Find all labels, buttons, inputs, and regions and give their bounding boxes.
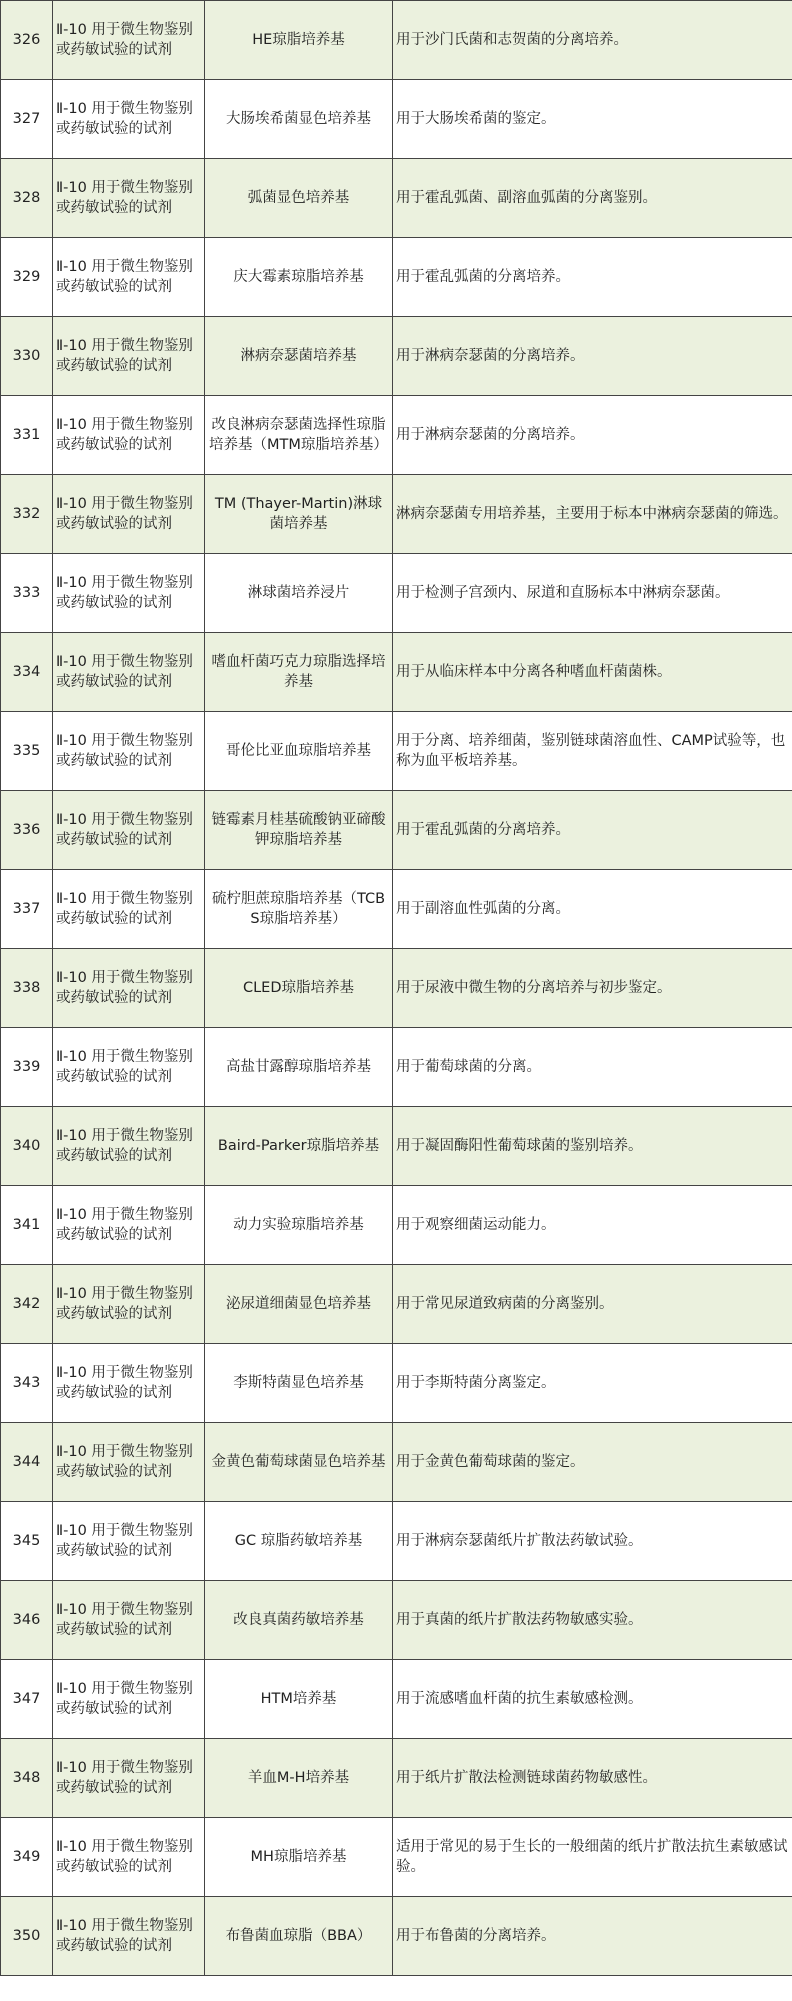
- table-row: [1, 317, 792, 396]
- intended-use-cell: 淋病奈瑟菌专用培养基，主要用于标本中淋病奈瑟菌的筛选。: [393, 475, 792, 554]
- table-row: [1, 1739, 792, 1818]
- reagent-name-cell: 链霉素月桂基硫酸钠亚碲酸钾琼脂培养基: [205, 791, 393, 870]
- intended-use-cell: 用于分离、培养细菌，鉴别链球菌溶血性、CAMP试验等，也称为血平板培养基。: [393, 712, 792, 791]
- category-cell: Ⅱ-10 用于微生物鉴别或药敏试验的试剂: [53, 1265, 205, 1344]
- row-number-cell: 349: [1, 1818, 53, 1897]
- table-row: [1, 396, 792, 475]
- table-row: [1, 949, 792, 1028]
- row-number-cell: 332: [1, 475, 53, 554]
- row-number-cell: 340: [1, 1107, 53, 1186]
- reagent-name-cell: TM (Thayer-Martin)淋球菌培养基: [205, 475, 393, 554]
- category-cell: Ⅱ-10 用于微生物鉴别或药敏试验的试剂: [53, 1107, 205, 1186]
- reagent-name-cell: 淋病奈瑟菌培养基: [205, 317, 393, 396]
- row-number-cell: 348: [1, 1739, 53, 1818]
- category-cell: Ⅱ-10 用于微生物鉴别或药敏试验的试剂: [53, 396, 205, 475]
- reagent-name-cell: 布鲁菌血琼脂（BBA）: [205, 1897, 393, 1976]
- reagent-name-cell: HE琼脂培养基: [205, 1, 393, 80]
- reagent-name-cell: HTM培养基: [205, 1660, 393, 1739]
- category-cell: Ⅱ-10 用于微生物鉴别或药敏试验的试剂: [53, 159, 205, 238]
- reagent-table-body: [1, 1, 792, 1976]
- intended-use-cell: 用于常见尿道致病菌的分离鉴别。: [393, 1265, 792, 1344]
- table-row: [1, 475, 792, 554]
- reagent-name-cell: 改良淋病奈瑟菌选择性琼脂培养基（MTM琼脂培养基）: [205, 396, 393, 475]
- row-number-cell: 326: [1, 1, 53, 80]
- table-row: [1, 238, 792, 317]
- table-row: [1, 159, 792, 238]
- row-number-cell: 333: [1, 554, 53, 633]
- intended-use-cell: 用于霍乱弧菌、副溶血弧菌的分离鉴别。: [393, 159, 792, 238]
- intended-use-cell: 用于沙门氏菌和志贺菌的分离培养。: [393, 1, 792, 80]
- category-cell: Ⅱ-10 用于微生物鉴别或药敏试验的试剂: [53, 791, 205, 870]
- intended-use-cell: 用于葡萄球菌的分离。: [393, 1028, 792, 1107]
- reagent-name-cell: 庆大霉素琼脂培养基: [205, 238, 393, 317]
- table-row: [1, 1897, 792, 1976]
- table-row: [1, 1660, 792, 1739]
- row-number-cell: 342: [1, 1265, 53, 1344]
- intended-use-cell: 用于真菌的纸片扩散法药物敏感实验。: [393, 1581, 792, 1660]
- reagent-name-cell: CLED琼脂培养基: [205, 949, 393, 1028]
- row-number-cell: 336: [1, 791, 53, 870]
- category-cell: Ⅱ-10 用于微生物鉴别或药敏试验的试剂: [53, 633, 205, 712]
- reagent-name-cell: 弧菌显色培养基: [205, 159, 393, 238]
- category-cell: Ⅱ-10 用于微生物鉴别或药敏试验的试剂: [53, 1581, 205, 1660]
- table-row: [1, 1265, 792, 1344]
- row-number-cell: 327: [1, 80, 53, 159]
- intended-use-cell: 用于霍乱弧菌的分离培养。: [393, 238, 792, 317]
- table-row: [1, 554, 792, 633]
- category-cell: Ⅱ-10 用于微生物鉴别或药敏试验的试剂: [53, 238, 205, 317]
- row-number-cell: 350: [1, 1897, 53, 1976]
- row-number-cell: 338: [1, 949, 53, 1028]
- category-cell: Ⅱ-10 用于微生物鉴别或药敏试验的试剂: [53, 1186, 205, 1265]
- row-number-cell: 334: [1, 633, 53, 712]
- category-cell: Ⅱ-10 用于微生物鉴别或药敏试验的试剂: [53, 317, 205, 396]
- reagent-name-cell: 泌尿道细菌显色培养基: [205, 1265, 393, 1344]
- intended-use-cell: 用于从临床样本中分离各种嗜血杆菌菌株。: [393, 633, 792, 712]
- category-cell: Ⅱ-10 用于微生物鉴别或药敏试验的试剂: [53, 1502, 205, 1581]
- category-cell: Ⅱ-10 用于微生物鉴别或药敏试验的试剂: [53, 1, 205, 80]
- intended-use-cell: 用于纸片扩散法检测链球菌药物敏感性。: [393, 1739, 792, 1818]
- row-number-cell: 339: [1, 1028, 53, 1107]
- intended-use-cell: 用于淋病奈瑟菌的分离培养。: [393, 396, 792, 475]
- reagent-name-cell: 李斯特菌显色培养基: [205, 1344, 393, 1423]
- category-cell: Ⅱ-10 用于微生物鉴别或药敏试验的试剂: [53, 1344, 205, 1423]
- table-row: [1, 791, 792, 870]
- reagent-name-cell: 金黄色葡萄球菌显色培养基: [205, 1423, 393, 1502]
- intended-use-cell: 用于检测子宫颈内、尿道和直肠标本中淋病奈瑟菌。: [393, 554, 792, 633]
- reagent-name-cell: 嗜血杆菌巧克力琼脂选择培养基: [205, 633, 393, 712]
- category-cell: Ⅱ-10 用于微生物鉴别或药敏试验的试剂: [53, 1818, 205, 1897]
- table-row: [1, 80, 792, 159]
- category-cell: Ⅱ-10 用于微生物鉴别或药敏试验的试剂: [53, 1739, 205, 1818]
- table-row: [1, 1107, 792, 1186]
- row-number-cell: 343: [1, 1344, 53, 1423]
- reagent-name-cell: 硫柠胆蔗琼脂培养基（TCBS琼脂培养基）: [205, 870, 393, 949]
- intended-use-cell: 用于大肠埃希菌的鉴定。: [393, 80, 792, 159]
- reagent-name-cell: 淋球菌培养浸片: [205, 554, 393, 633]
- reagent-name-cell: 羊血M-H培养基: [205, 1739, 393, 1818]
- intended-use-cell: 用于霍乱弧菌的分离培养。: [393, 791, 792, 870]
- table-row: [1, 1028, 792, 1107]
- table-row: [1, 712, 792, 791]
- category-cell: Ⅱ-10 用于微生物鉴别或药敏试验的试剂: [53, 80, 205, 159]
- row-number-cell: 329: [1, 238, 53, 317]
- intended-use-cell: 用于副溶血性弧菌的分离。: [393, 870, 792, 949]
- row-number-cell: 331: [1, 396, 53, 475]
- category-cell: Ⅱ-10 用于微生物鉴别或药敏试验的试剂: [53, 1897, 205, 1976]
- reagent-name-cell: 改良真菌药敏培养基: [205, 1581, 393, 1660]
- row-number-cell: 346: [1, 1581, 53, 1660]
- intended-use-cell: 用于金黄色葡萄球菌的鉴定。: [393, 1423, 792, 1502]
- table-row: [1, 633, 792, 712]
- reagent-name-cell: 动力实验琼脂培养基: [205, 1186, 393, 1265]
- category-cell: Ⅱ-10 用于微生物鉴别或药敏试验的试剂: [53, 475, 205, 554]
- intended-use-cell: 用于尿液中微生物的分离培养与初步鉴定。: [393, 949, 792, 1028]
- table-row: [1, 1186, 792, 1265]
- row-number-cell: 330: [1, 317, 53, 396]
- row-number-cell: 344: [1, 1423, 53, 1502]
- intended-use-cell: 用于淋病奈瑟菌的分离培养。: [393, 317, 792, 396]
- category-cell: Ⅱ-10 用于微生物鉴别或药敏试验的试剂: [53, 554, 205, 633]
- row-number-cell: 337: [1, 870, 53, 949]
- category-cell: Ⅱ-10 用于微生物鉴别或药敏试验的试剂: [53, 949, 205, 1028]
- row-number-cell: 341: [1, 1186, 53, 1265]
- reagent-name-cell: GC 琼脂药敏培养基: [205, 1502, 393, 1581]
- category-cell: Ⅱ-10 用于微生物鉴别或药敏试验的试剂: [53, 1660, 205, 1739]
- row-number-cell: 328: [1, 159, 53, 238]
- table-row: [1, 1423, 792, 1502]
- table-row: [1, 870, 792, 949]
- reagent-name-cell: 哥伦比亚血琼脂培养基: [205, 712, 393, 791]
- table-row: [1, 1502, 792, 1581]
- intended-use-cell: 用于观察细菌运动能力。: [393, 1186, 792, 1265]
- intended-use-cell: 用于流感嗜血杆菌的抗生素敏感检测。: [393, 1660, 792, 1739]
- reagent-name-cell: 高盐甘露醇琼脂培养基: [205, 1028, 393, 1107]
- row-number-cell: 347: [1, 1660, 53, 1739]
- table-row: [1, 1581, 792, 1660]
- row-number-cell: 335: [1, 712, 53, 791]
- reagent-name-cell: MH琼脂培养基: [205, 1818, 393, 1897]
- category-cell: Ⅱ-10 用于微生物鉴别或药敏试验的试剂: [53, 1423, 205, 1502]
- table-row: [1, 1344, 792, 1423]
- intended-use-cell: 适用于常见的易于生长的一般细菌的纸片扩散法抗生素敏感试验。: [393, 1818, 792, 1897]
- reagent-name-cell: 大肠埃希菌显色培养基: [205, 80, 393, 159]
- category-cell: Ⅱ-10 用于微生物鉴别或药敏试验的试剂: [53, 1028, 205, 1107]
- intended-use-cell: 用于凝固酶阳性葡萄球菌的鉴别培养。: [393, 1107, 792, 1186]
- intended-use-cell: 用于布鲁菌的分离培养。: [393, 1897, 792, 1976]
- intended-use-cell: 用于李斯特菌分离鉴定。: [393, 1344, 792, 1423]
- category-cell: Ⅱ-10 用于微生物鉴别或药敏试验的试剂: [53, 870, 205, 949]
- category-cell: Ⅱ-10 用于微生物鉴别或药敏试验的试剂: [53, 712, 205, 791]
- intended-use-cell: 用于淋病奈瑟菌纸片扩散法药敏试验。: [393, 1502, 792, 1581]
- table-row: [1, 1818, 792, 1897]
- reagent-name-cell: Baird-Parker琼脂培养基: [205, 1107, 393, 1186]
- table-row: [1, 1, 792, 80]
- row-number-cell: 345: [1, 1502, 53, 1581]
